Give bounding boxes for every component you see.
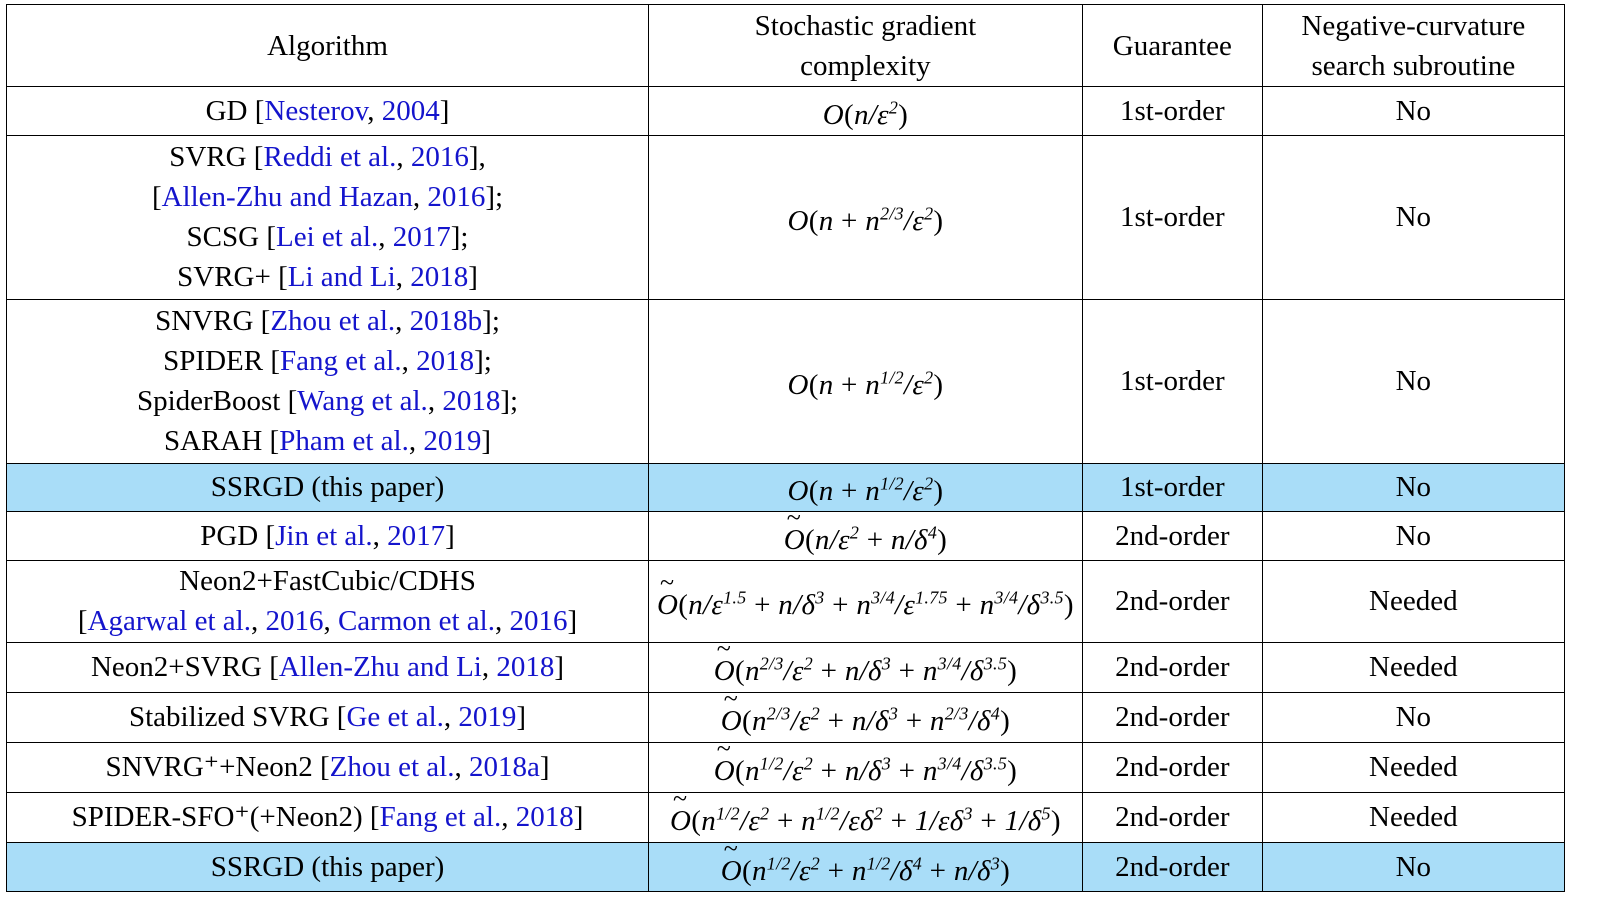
algorithm-text: , [250, 605, 266, 638]
algorithm-text: , [408, 425, 424, 458]
algorithm-line [15, 137, 640, 177]
search-subroutine-cell: Needed [1262, 792, 1564, 842]
complexity-formula: ~ $O(n^{1/2}/\varepsilon^2 + n/\delta^3 + n^{3/4}/\delta^{3.5})$ [714, 755, 1017, 787]
algorithm-text: SVRG [ [169, 141, 264, 174]
algorithm-line [15, 601, 640, 641]
algorithm-text: , [481, 651, 497, 684]
guarantee-cell: 1st-order [1082, 87, 1262, 136]
complexity-formula: $O(n + n^{1/2}/\varepsilon^2)$ [787, 367, 944, 401]
search-subroutine-cell: No [1262, 87, 1564, 136]
algorithm-text: ] [567, 605, 578, 638]
algorithm-cell [7, 299, 649, 463]
citation-link[interactable]: Ge et al. [346, 701, 444, 734]
complexity-formula: $O(n/\varepsilon^2)$ [822, 97, 909, 131]
citation-link[interactable]: Li and Li [287, 261, 396, 294]
search-subroutine-cell: No [1262, 463, 1564, 512]
algorithm-text: PGD [ [200, 520, 276, 553]
table-row [7, 642, 1565, 692]
citation-link[interactable]: Carmon et al. [337, 605, 495, 638]
table-row [7, 742, 1565, 792]
algorithm-cell [7, 463, 649, 512]
table-row [7, 299, 1565, 463]
complexity-cell [649, 692, 1083, 742]
search-subroutine-cell: No [1262, 842, 1564, 891]
algorithm-line [15, 697, 640, 737]
algorithm-text: SPIDER-SFO⁺(+Neon2) [ [71, 801, 380, 834]
header-complexity: Stochastic gradient complexity [649, 5, 1083, 87]
citation-link[interactable]: Reddi et al. [263, 141, 397, 174]
algorithm-text: [ [77, 605, 88, 638]
complexity-cell [649, 299, 1083, 463]
algorithm-text: ], [468, 141, 486, 174]
citation-link[interactable]: 2016 [427, 181, 486, 214]
complexity-cell [649, 742, 1083, 792]
algorithm-line [15, 747, 640, 787]
citation-link[interactable]: 2018 [515, 801, 574, 834]
algorithm-cell [7, 512, 649, 561]
algorithm-line [15, 647, 640, 687]
table-row [7, 692, 1565, 742]
algorithm-line [15, 847, 640, 887]
algorithm-text: ]; [500, 385, 519, 418]
algorithm-cell [7, 692, 649, 742]
complexity-formula: ~ $O(n^{1/2}/\varepsilon^2 + n^{1/2}/\delta^4 + n/\delta^3)$ [721, 855, 1010, 887]
guarantee-cell: 2nd-order [1082, 842, 1262, 891]
citation-link[interactable]: 2018 [442, 385, 501, 418]
comparison-table [6, 4, 1565, 892]
algorithm-line [15, 91, 640, 131]
guarantee-cell: 1st-order [1082, 463, 1262, 512]
algorithm-text: ]; [485, 181, 504, 214]
table-row [7, 792, 1565, 842]
citation-link[interactable]: Lei et al. [275, 221, 379, 254]
algorithm-text: ]; [482, 305, 500, 338]
citation-link[interactable]: Wang et al. [297, 385, 428, 418]
citation-link[interactable]: 2017 [392, 221, 451, 254]
citation-link[interactable]: Zhou et al. [270, 305, 396, 338]
citation-link[interactable]: 2019 [458, 701, 517, 734]
algorithm-text: , [454, 751, 469, 784]
algorithm-line [15, 467, 640, 507]
algorithm-text: SNVRG⁺+Neon2 [ [105, 751, 330, 784]
citation-link[interactable]: 2018 [496, 651, 555, 684]
algorithm-cell [7, 560, 649, 642]
algorithm-text: , [395, 261, 411, 294]
algorithm-text: , [401, 345, 417, 378]
complexity-formula: ~ $O(n/\varepsilon^{1.5} + n/\delta^3 + n^{3/4}/\varepsilon^{1.75} + n^{3/4}/\delta^{3.5})$ [657, 589, 1074, 621]
complexity-cell [649, 842, 1083, 891]
guarantee-cell: 2nd-order [1082, 692, 1262, 742]
algorithm-text: , [412, 181, 428, 214]
citation-link[interactable]: Pham et al. [279, 425, 409, 458]
citation-link[interactable]: Allen-Zhu and Li [278, 651, 482, 684]
search-subroutine-cell: Needed [1262, 642, 1564, 692]
guarantee-cell: 2nd-order [1082, 560, 1262, 642]
algorithm-cell [7, 87, 649, 136]
complexity-cell [649, 87, 1083, 136]
citation-link[interactable]: Zhou et al. [329, 751, 455, 784]
algorithm-text: ] [445, 520, 455, 553]
algorithm-text: SARAH [ [163, 425, 280, 458]
guarantee-cell: 2nd-order [1082, 742, 1262, 792]
citation-link[interactable]: Agarwal et al. [87, 605, 251, 638]
algorithm-text: , [378, 221, 393, 254]
algorithm-line [15, 381, 640, 421]
algorithm-cell [7, 842, 649, 891]
algorithm-cell [7, 135, 649, 299]
search-subroutine-cell: Needed [1262, 742, 1564, 792]
table-row [7, 842, 1565, 891]
complexity-cell [649, 642, 1083, 692]
algorithm-text: SCSG [ [186, 221, 276, 254]
complexity-cell [649, 135, 1083, 299]
complexity-formula: ~ $O(n^{2/3}/\varepsilon^2 + n/\delta^3 + n^{2/3}/\delta^4)$ [721, 705, 1010, 737]
header-guarantee: Guarantee [1082, 5, 1262, 87]
complexity-cell [649, 792, 1083, 842]
complexity-formula: $O(n + n^{2/3}/\varepsilon^2)$ [787, 203, 944, 237]
algorithm-text: SSRGD (this paper) [210, 850, 445, 883]
citation-link[interactable]: Jin et al. [275, 520, 373, 553]
guarantee-cell: 1st-order [1082, 135, 1262, 299]
algorithm-text: , [495, 605, 510, 638]
algorithm-text: SNVRG [ [155, 305, 271, 338]
complexity-formula: $O(n + n^{1/2}/\varepsilon^2)$ [787, 473, 944, 508]
search-subroutine-cell: Needed [1262, 560, 1564, 642]
search-subroutine-cell: No [1262, 692, 1564, 742]
guarantee-cell: 1st-order [1082, 299, 1262, 463]
algorithm-text: , [323, 605, 338, 638]
algorithm-text: GD [ [205, 94, 265, 127]
table-row [7, 512, 1565, 561]
algorithm-line [15, 797, 640, 837]
complexity-cell [649, 512, 1083, 561]
algorithm-text: ] [468, 261, 478, 294]
search-subroutine-cell: No [1262, 512, 1564, 561]
citation-link[interactable]: Nesterov [264, 94, 368, 127]
complexity-cell [649, 463, 1083, 512]
algorithm-text: , [396, 141, 411, 174]
header-algorithm: Algorithm [7, 5, 649, 87]
algorithm-line [15, 301, 640, 341]
algorithm-cell [7, 642, 649, 692]
algorithm-text: ] [539, 751, 550, 784]
citation-link[interactable]: 2018b [409, 305, 483, 338]
citation-link[interactable]: Allen-Zhu and Hazan [161, 181, 413, 214]
table-row [7, 135, 1565, 299]
algorithm-text: , [395, 305, 410, 338]
algorithm-text: ] [439, 94, 450, 127]
algorithm-text: SpiderBoost [ [136, 385, 298, 418]
search-subroutine-cell: No [1262, 135, 1564, 299]
citation-link[interactable]: 2019 [423, 425, 482, 458]
algorithm-text: Neon2+SVRG [ [90, 651, 279, 684]
complexity-formula: ~ $O(n^{2/3}/\varepsilon^2 + n/\delta^3 + n^{3/4}/\delta^{3.5})$ [714, 655, 1017, 687]
algorithm-text: [ [151, 181, 162, 214]
algorithm-text: SPIDER [ [163, 345, 280, 378]
algorithm-text: ] [481, 425, 492, 458]
algorithm-cell [7, 792, 649, 842]
citation-link[interactable]: 2018a [468, 751, 540, 784]
citation-link[interactable]: 2018 [416, 345, 475, 378]
algorithm-line [15, 421, 640, 461]
guarantee-cell: 2nd-order [1082, 512, 1262, 561]
algorithm-text: ] [516, 701, 527, 734]
complexity-formula: ~ $O(n/\varepsilon^2 + n/\delta^4)$ [784, 524, 947, 556]
citation-link[interactable]: 2016 [509, 605, 568, 638]
algorithm-text: Neon2+FastCubic/CDHS [179, 565, 476, 598]
header-row [7, 5, 1565, 87]
algorithm-text: ]; [450, 221, 469, 254]
algorithm-line [15, 516, 640, 556]
algorithm-line [15, 177, 640, 217]
table-row [7, 560, 1565, 642]
algorithm-line [15, 341, 640, 381]
search-subroutine-cell: No [1262, 299, 1564, 463]
complexity-cell [649, 560, 1083, 642]
guarantee-cell: 2nd-order [1082, 792, 1262, 842]
algorithm-text: SSRGD (this paper) [210, 471, 445, 504]
algorithm-text: , [427, 385, 443, 418]
algorithm-text: , [367, 94, 382, 127]
guarantee-cell: 2nd-order [1082, 642, 1262, 692]
citation-link[interactable]: Fang et al. [280, 345, 402, 378]
complexity-formula: ~ $O(n^{1/2}/\varepsilon^2 + n^{1/2}/\varepsilon\delta^2 + 1/\varepsilon\delta^3 + 1/\delta^5)$ [670, 805, 1061, 837]
algorithm-text: ] [554, 651, 565, 684]
citation-link[interactable]: Fang et al. [379, 801, 502, 834]
algorithm-line [15, 561, 640, 601]
algorithm-cell [7, 742, 649, 792]
citation-link[interactable]: 2004 [381, 94, 440, 127]
citation-link[interactable]: 2016 [265, 605, 324, 638]
header-search-subroutine: Negative-curvature search subroutine [1262, 5, 1564, 87]
algorithm-text: , [372, 520, 388, 553]
algorithm-text: , [501, 801, 516, 834]
algorithm-text: Stabilized SVRG [ [128, 701, 347, 734]
comparison-table-container [6, 4, 1565, 892]
citation-link[interactable]: 2016 [410, 141, 469, 174]
algorithm-text: SVRG+ [ [177, 261, 288, 294]
algorithm-text: ] [573, 801, 584, 834]
table-row [7, 463, 1565, 512]
citation-link[interactable]: 2017 [387, 520, 446, 553]
citation-link[interactable]: 2018 [410, 261, 469, 294]
algorithm-text: ]; [474, 345, 492, 378]
algorithm-line [15, 217, 640, 257]
algorithm-text: , [443, 701, 459, 734]
algorithm-line [15, 257, 640, 297]
table-row [7, 87, 1565, 136]
